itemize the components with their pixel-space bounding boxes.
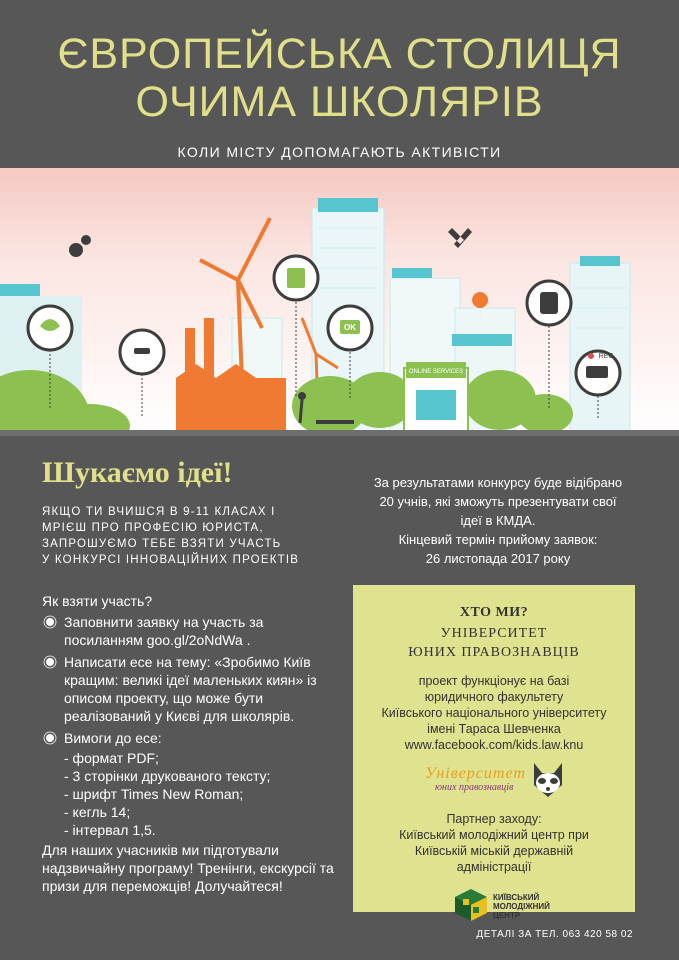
- intro-text: [42, 504, 342, 568]
- bullet-icon: [46, 618, 54, 626]
- list-item: [42, 729, 342, 839]
- ok-label: OK: [344, 323, 356, 332]
- description: [353, 673, 635, 753]
- page-title: [0, 0, 679, 126]
- shop-sign: ONLINE SERVICES: [408, 369, 464, 375]
- youth-center-logo: [353, 883, 635, 931]
- description-line: імені Тараса Шевченка: [427, 722, 561, 736]
- bullet-icon: [46, 734, 54, 742]
- requirement-item: - інтервал 1,5.: [64, 822, 156, 838]
- results-line: ідеї в КМДА.: [460, 513, 536, 528]
- university-line: УНІВЕРСИТЕТ: [440, 626, 548, 641]
- description-line: Київського національного університету: [381, 706, 607, 720]
- deadline-label: Кінцевий термін прийому заявок:: [398, 532, 598, 547]
- intro-line: ЗАПРОШУЄМО ТЕБЕ ВЗЯТИ УЧАСТЬ: [42, 538, 282, 550]
- header: [0, 0, 679, 168]
- facebook-link[interactable]: www.facebook.com/kids.law.knu: [404, 738, 584, 752]
- bullet-icon: [46, 658, 54, 666]
- logo-line: МОЛОДІЖНИЙ: [493, 902, 550, 911]
- deadline-date: 26 листопада 2017 року: [425, 551, 571, 566]
- title-line-2: ОЧИМА ШКОЛЯРІВ: [135, 78, 544, 126]
- university-name: [353, 624, 635, 662]
- city-illustration-svg: [0, 168, 679, 436]
- requirements-list: [64, 749, 342, 839]
- logo-line: ЦЕНТР: [493, 911, 521, 920]
- requirement-item: - формат PDF;: [64, 750, 159, 766]
- results-line: За результатами конкурсу буде відібрано: [373, 475, 623, 490]
- who-are-we-heading: ХТО МИ?: [459, 605, 529, 620]
- list-item: [42, 613, 342, 649]
- about-card: [353, 585, 635, 920]
- logo-title: Університет: [425, 765, 526, 782]
- raccoon-icon: [528, 759, 568, 799]
- university-line: ЮНИХ ПРАВОЗНАВЦІВ: [408, 645, 580, 660]
- steps-list: [42, 613, 342, 839]
- how-to-participate-title: Як взяти участь?: [42, 593, 153, 609]
- step-text: Вимоги до есе:: [64, 730, 162, 746]
- partner-line: Київський молодіжний центр при: [399, 828, 589, 842]
- outro-text: Для наших учасників ми підготували надзвичайну програму! Тренінги, екскурсії та призи для переможців! Долучайтеся!: [42, 842, 334, 894]
- results-line: 20 учнів, які зможуть презентувати свої: [379, 494, 617, 509]
- youth-center-name: [493, 893, 550, 920]
- logo-line: КИЇВСЬКИЙ: [493, 893, 540, 902]
- cube-logo-icon: [453, 887, 489, 923]
- rec-label: REC: [598, 353, 614, 360]
- intro-line: ЯКЩО ТИ ВЧИШСЯ В 9-11 КЛАСАХ І: [42, 506, 276, 518]
- description-line: проект функціонує на базі: [418, 674, 570, 688]
- list-item: [42, 653, 342, 725]
- logo-subtitle: юних правознавців: [435, 782, 514, 793]
- contact-phone: ДЕТАЛІ ЗА ТЕЛ. 063 420 58 02: [476, 929, 633, 940]
- requirement-item: - шрифт Times New Roman;: [64, 786, 244, 802]
- subtitle: КОЛИ МІСТУ ДОПОМАГАЮТЬ АКТИВІСТИ: [177, 144, 502, 160]
- step-text: Написати есе на тему: «Зробимо Київ кращим: великі ідеї маленьких киян» із описом проекту, що може бути реалізований у Києві для школярів.: [64, 654, 317, 724]
- university-logo: [353, 757, 635, 805]
- intro-line: У КОНКУРСІ ІННОВАЦІЙНИХ ПРОЕКТІВ: [42, 554, 300, 566]
- left-column: [42, 456, 342, 895]
- requirement-item: - кегль 14;: [64, 804, 131, 820]
- title-line-1: ЄВРОПЕЙСЬКА СТОЛИЦЯ: [57, 30, 622, 78]
- requirement-item: - 3 сторінки друкованого тексту;: [64, 768, 271, 784]
- intro-line: МРІЄШ ПРО ПРОФЕСІЮ ЮРИСТА,: [42, 522, 264, 534]
- results-text: [358, 473, 638, 568]
- seek-heading: Шукаємо ідеї!: [42, 456, 233, 489]
- partner-info: [353, 811, 635, 875]
- city-illustration: [0, 168, 679, 436]
- partner-line: Партнер заходу:: [446, 812, 542, 826]
- step-text: Заповнити заявку на участь за посиланням goo.gl/2oNdWa .: [64, 614, 264, 648]
- description-line: юридичного факультету: [424, 690, 564, 704]
- partner-line: Київській міській державній: [414, 844, 574, 858]
- partner-line: адміністрації: [456, 860, 532, 874]
